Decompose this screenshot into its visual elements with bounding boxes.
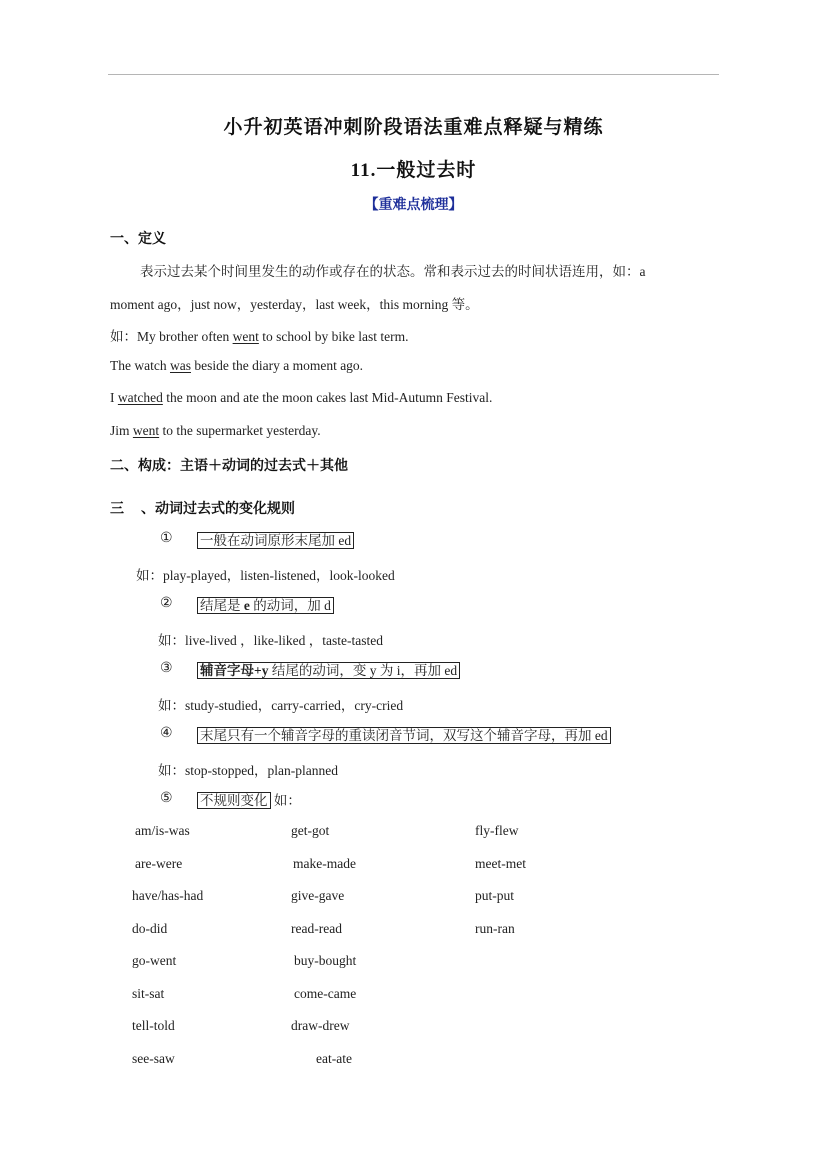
rule-4-example: 如：stop-stopped，plan-planned bbox=[158, 763, 338, 778]
structure-heading: 二、构成：主语＋动词的过去式＋其他 bbox=[110, 459, 348, 474]
rule-2-text bbox=[197, 597, 334, 614]
example-3-verb: watched bbox=[117, 390, 163, 405]
rule-3-bold: 辅音字母+y bbox=[200, 663, 269, 678]
rule-1-box bbox=[197, 529, 354, 549]
example-3-pre: I bbox=[110, 390, 118, 405]
irregular-verb: put-put bbox=[475, 888, 514, 903]
rules-heading-number: 三 bbox=[110, 502, 124, 517]
example-3-post: the moon and ate the moon cakes last Mid-Autumn Festival. bbox=[162, 390, 493, 405]
irregular-verb: sit-sat bbox=[132, 986, 165, 1001]
irregular-verb: am/is-was bbox=[135, 823, 190, 838]
rule-5-text: 不规则变化 bbox=[197, 792, 271, 809]
rule-3-number: ③ bbox=[160, 661, 173, 676]
example-sentence-3 bbox=[110, 390, 492, 406]
header-rule bbox=[108, 74, 719, 75]
rule-4-box bbox=[197, 724, 611, 744]
rule-2-number: ② bbox=[160, 596, 173, 611]
document-title: 小升初英语冲刺阶段语法重难点释疑与精练 bbox=[223, 117, 604, 138]
irregular-verb: get-got bbox=[291, 823, 330, 838]
example-1-pre: 如：My brother often bbox=[110, 329, 233, 344]
example-4-post: to the supermarket yesterday. bbox=[159, 423, 321, 438]
irregular-verb: tell-told bbox=[132, 1018, 175, 1033]
definition-line-2: moment ago，just now，yesterday，last week，this morning 等。 bbox=[110, 297, 479, 312]
example-sentence-1 bbox=[110, 325, 408, 345]
rule-4-text: 末尾只有一个辅音字母的重读闭音节词，双写这个辅音字母，再加 ed bbox=[197, 727, 611, 744]
rule-2-box bbox=[197, 594, 334, 614]
rule-2-post: 的动词，加 d bbox=[249, 598, 331, 613]
irregular-verb: are-were bbox=[135, 856, 183, 871]
example-1-verb: went bbox=[232, 329, 259, 344]
irregular-verb: come-came bbox=[294, 986, 357, 1001]
example-1-post: to school by bike last term. bbox=[258, 329, 409, 344]
definition-line-1: 表示过去某个时间里发生的动作或存在的状态。常和表示过去的时间状语连用，如：a bbox=[140, 264, 646, 279]
example-2-pre: The watch bbox=[110, 358, 170, 373]
irregular-verb: do-did bbox=[132, 921, 168, 936]
rule-1-number: ① bbox=[160, 531, 173, 546]
rule-3-text bbox=[197, 662, 460, 679]
rule-3-example: 如：study-studied，carry-carried，cry-cried bbox=[158, 698, 404, 713]
irregular-verb: make-made bbox=[293, 856, 356, 871]
irregular-verb: see-saw bbox=[132, 1051, 175, 1066]
irregular-verb: buy-bought bbox=[294, 953, 357, 968]
rule-2-example: 如：live-lived ，like-liked ，taste-tasted bbox=[158, 633, 383, 648]
rule-3-post: 结尾的动词，变 y 为 i，再加 ed bbox=[268, 663, 458, 678]
example-2-verb: was bbox=[169, 358, 191, 373]
rule-5-number: ⑤ bbox=[160, 791, 173, 806]
irregular-verb: run-ran bbox=[475, 921, 515, 936]
lesson-title: 11.一般过去时 bbox=[350, 160, 477, 181]
example-4-verb: went bbox=[132, 423, 160, 438]
definition-heading: 一、定义 bbox=[110, 232, 166, 247]
rule-1-text: 一般在动词原形末尾加 ed bbox=[197, 532, 354, 549]
rule-1-example: 如：play-played，listen-listened，look-looked bbox=[136, 568, 395, 583]
section-tag: 【重难点梳理】 bbox=[364, 198, 463, 213]
example-2-post: beside the diary a moment ago. bbox=[190, 358, 364, 373]
irregular-verb: meet-met bbox=[475, 856, 526, 871]
example-sentence-4 bbox=[110, 423, 321, 439]
rule-5-suffix: 如： bbox=[270, 793, 301, 808]
rule-4-number: ④ bbox=[160, 726, 173, 741]
rules-heading: 、动词过去式的变化规则 bbox=[141, 502, 295, 517]
irregular-verb: give-gave bbox=[291, 888, 345, 903]
irregular-verb: have/has-had bbox=[132, 888, 204, 903]
rule-3-box bbox=[197, 659, 460, 679]
irregular-verb: read-read bbox=[291, 921, 342, 936]
irregular-verb: go-went bbox=[132, 953, 177, 968]
example-4-pre: Jim bbox=[110, 423, 133, 438]
example-sentence-2 bbox=[110, 358, 363, 374]
rule-5-box bbox=[197, 789, 301, 809]
rule-2-bold: e bbox=[243, 598, 250, 613]
irregular-verb: fly-flew bbox=[475, 823, 519, 838]
irregular-verb: eat-ate bbox=[316, 1051, 352, 1066]
irregular-verb: draw-drew bbox=[291, 1018, 350, 1033]
rule-2-pre: 结尾是 bbox=[200, 598, 244, 613]
